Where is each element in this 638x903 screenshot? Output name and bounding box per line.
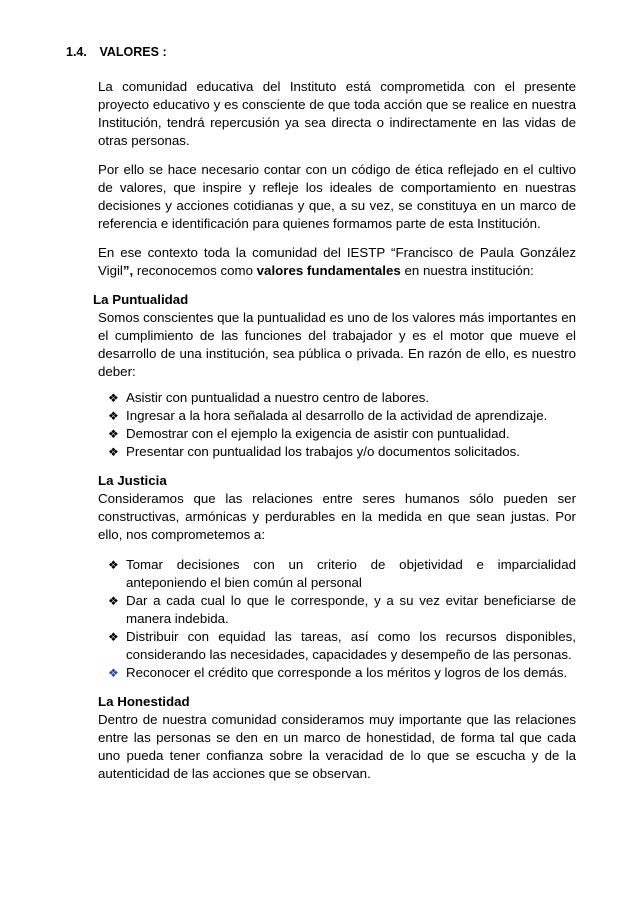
section-honestidad: [98, 693, 576, 783]
puntualidad-text: Somos conscientes que la puntualidad es uno de los valores más importantes en el cumplimiento de las funciones del trabajador y es el motor que mueve el desarrollo de una institución, sea pública o privada. En razón de ello, es nuestro deber:: [98, 310, 576, 379]
list-item: ❖ Presentar con puntualidad los trabajos y/o documentos solicitados.: [108, 444, 520, 459]
intro-paragraph-2: Por ello se hace necesario contar con un código de ética reflejado en el cultivo de valores, que inspire y refleje los ideales de comportamiento en nuestras decisiones y acciones cotidianas y que, a su vez, se constituya en un marco de referencia e identificación para quienes formamos parte de esta Institución.: [98, 162, 576, 231]
diamond-bullet-icon: ❖: [108, 427, 119, 441]
p3-text-middle: reconocemos como: [133, 263, 257, 278]
section-title: VALORES :: [99, 45, 167, 59]
document-body: [93, 78, 576, 783]
justicia-list: [98, 556, 576, 682]
diamond-bullet-icon: ❖: [108, 666, 119, 680]
justicia-title: La Justicia: [98, 473, 167, 488]
diamond-bullet-icon: ❖: [108, 630, 119, 644]
list-item: ❖ Asistir con puntualidad a nuestro centro de labores.: [108, 390, 430, 405]
puntualidad-list: [98, 389, 576, 461]
list-item: ❖ Dar a cada cual lo que le corresponde, y a su vez evitar beneficiarse de manera indebida.: [108, 593, 576, 626]
honestidad-text: Dentro de nuestra comunidad consideramos muy importante que las relaciones entre las personas se den en un marco de honestidad, de forma tal que cada uno pueda tener confianza sobre la veracidad de lo que se escucha y de la autenticidad de las acciones que se observan.: [98, 712, 576, 781]
p3-quote: ”,: [122, 263, 134, 278]
section-puntualidad: [93, 291, 576, 461]
p3-text-before: En ese contexto toda la comunidad del IESTP “Francisco de Paula González Vigil: [98, 245, 576, 278]
puntualidad-title: La Puntualidad: [93, 292, 189, 307]
section-justicia: [98, 472, 576, 682]
list-item: ❖ Ingresar a la hora señalada al desarrollo de la actividad de aprendizaje.: [108, 408, 548, 423]
diamond-bullet-icon: ❖: [108, 594, 119, 608]
list-item: ❖ Demostrar con el ejemplo la exigencia de asistir con puntualidad.: [108, 426, 510, 441]
section-number: 1.4.: [66, 45, 87, 59]
intro-paragraph-1: La comunidad educativa del Instituto está comprometida con el presente proyecto educativo y es consciente de que toda acción que se realice en nuestra Institución, tendrá repercusión ya sea directa o indirectamente en las vidas de otras personas.: [98, 79, 576, 148]
honestidad-title: La Honestidad: [98, 694, 190, 709]
diamond-bullet-icon: ❖: [108, 558, 119, 572]
diamond-bullet-icon: ❖: [108, 391, 119, 405]
intro-paragraph-3: [98, 244, 576, 280]
diamond-bullet-icon: ❖: [108, 445, 119, 459]
section-heading: [66, 45, 167, 59]
p3-bold-phrase: valores fundamentales: [256, 263, 401, 278]
list-item: ❖ Distribuir con equidad las tareas, así como los recursos disponibles, considerando las necesidades, capacidades y desempeño de las personas.: [108, 629, 576, 662]
p3-text-after: en nuestra institución:: [400, 263, 534, 278]
list-item: ❖ Tomar decisiones con un criterio de objetividad e imparcialidad anteponiendo el bien común al personal: [108, 557, 576, 590]
diamond-bullet-icon: ❖: [108, 409, 119, 423]
justicia-text: Consideramos que las relaciones entre seres humanos sólo pueden ser constructivas, armónicas y perdurables en la medida en que sean justas. Por ello, nos comprometemos a:: [98, 491, 576, 542]
list-item: ❖ Reconocer el crédito que corresponde a los méritos y logros de los demás.: [108, 665, 568, 680]
